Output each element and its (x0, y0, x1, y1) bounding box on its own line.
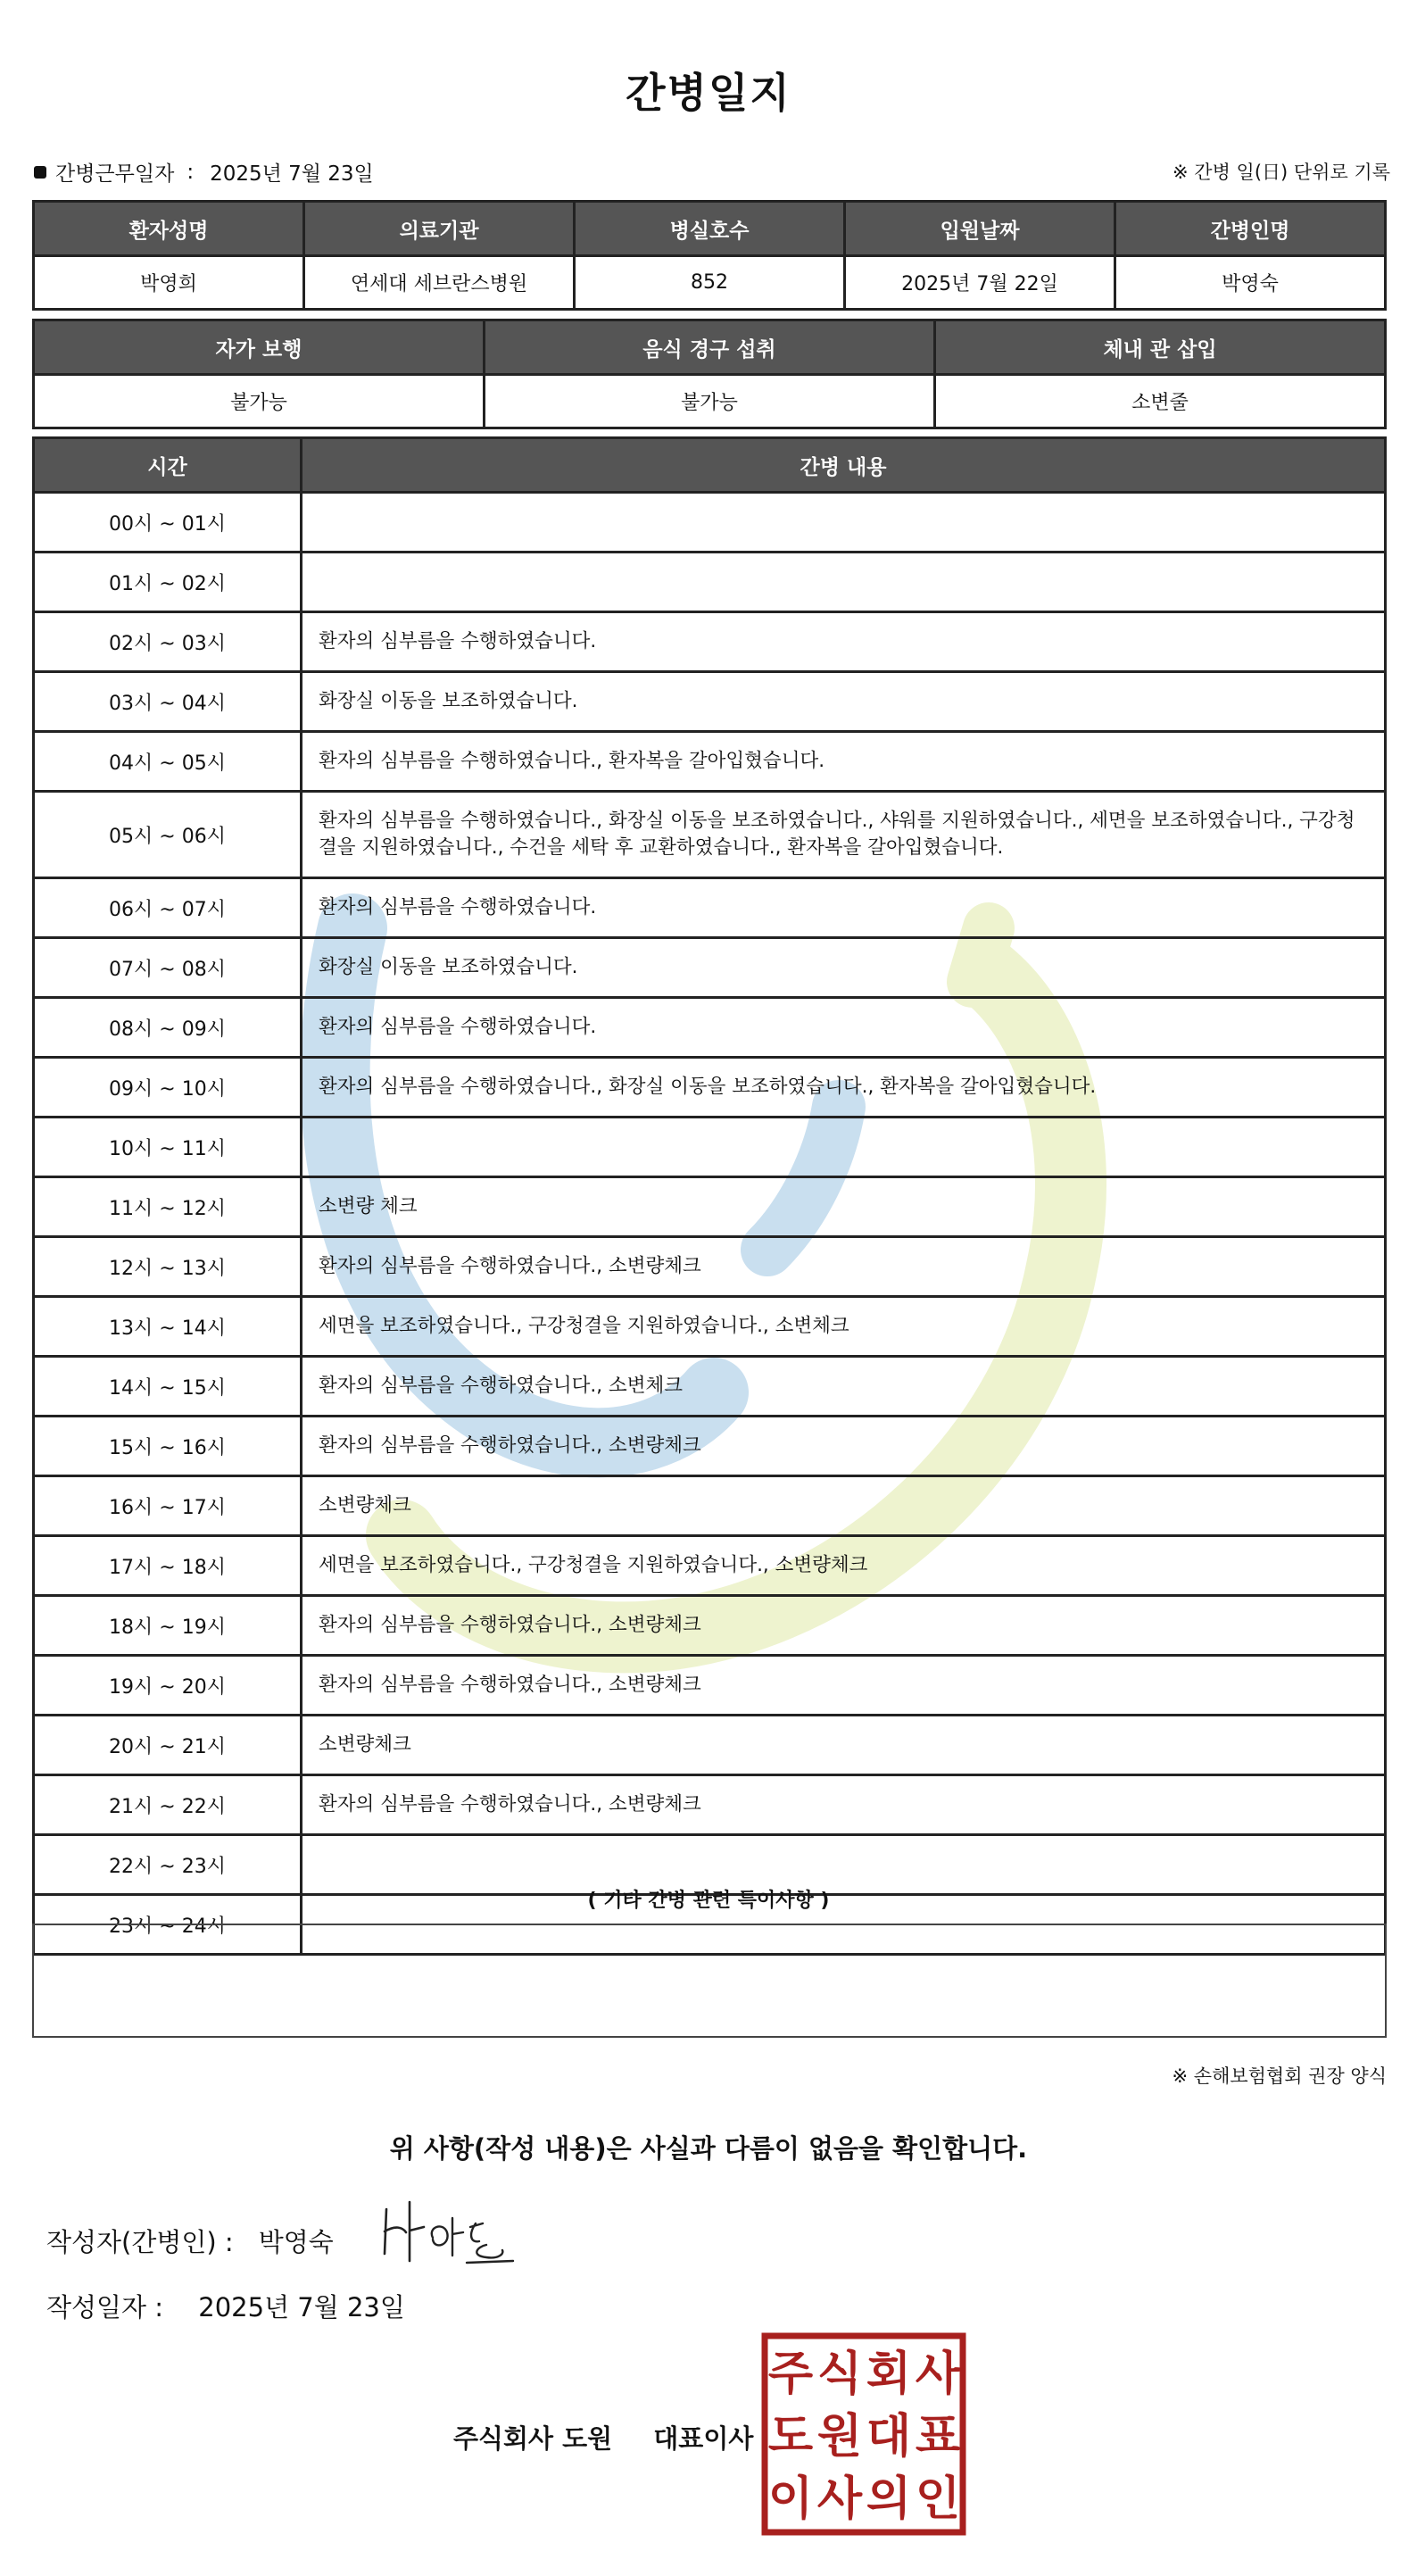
work-date-value: 2025년 7월 23일 (210, 162, 374, 186)
remarks-title: ( 기타 간병 관련 특이사항 ) (587, 1890, 830, 1912)
log-time-cell: 04시 ~ 05시 (34, 732, 302, 792)
log-row (34, 493, 1386, 553)
log-row (34, 938, 1386, 998)
log-time-cell: 09시 ~ 10시 (34, 1058, 302, 1118)
header-tube-insertion: 체내 관 삽입 (935, 320, 1386, 375)
log-row (34, 1177, 1386, 1237)
header-room-number: 병실호수 (575, 202, 845, 256)
log-content-cell: 화장실 이동을 보조하였습니다. (302, 938, 1386, 998)
log-time-cell: 02시 ~ 03시 (34, 612, 302, 672)
log-time-cell: 21시 ~ 22시 (34, 1775, 302, 1835)
log-row (34, 1118, 1386, 1177)
log-time-cell: 19시 ~ 20시 (34, 1656, 302, 1716)
log-content-cell: 환자의 심부름을 수행하였습니다., 소변량체크 (302, 1596, 1386, 1656)
self-walking-value: 불가능 (34, 375, 485, 428)
log-content-cell: 세면을 보조하였습니다., 구강청결을 지원하였습니다., 소변체크 (302, 1297, 1386, 1357)
work-date-colon: : (186, 160, 195, 184)
bullet-square-icon (34, 166, 46, 179)
tube-insertion-value: 소변줄 (935, 375, 1386, 428)
log-row (34, 1357, 1386, 1417)
seal-character: 도 (767, 2410, 814, 2464)
patient-header-row (34, 202, 1386, 256)
hospital-value: 연세대 세브란스병원 (304, 256, 575, 310)
log-time-cell: 05시 ~ 06시 (34, 792, 302, 878)
seal-character: 대 (866, 2410, 912, 2464)
log-content-cell: 환자의 심부름을 수행하였습니다., 소변체크 (302, 1357, 1386, 1417)
room-number-value: 852 (575, 256, 845, 310)
log-row (34, 732, 1386, 792)
log-content-cell: 환자의 심부름을 수행하였습니다., 소변량체크 (302, 1237, 1386, 1297)
work-date-row (34, 157, 374, 187)
oral-intake-value: 불가능 (485, 375, 935, 428)
remarks-box (32, 1924, 1387, 2038)
seal-character: 표 (915, 2410, 961, 2464)
log-content-cell: 소변량체크 (302, 1476, 1386, 1536)
log-content-cell (302, 553, 1386, 612)
header-admission-date: 입원날짜 (845, 202, 1115, 256)
log-time-cell: 22시 ~ 23시 (34, 1835, 302, 1895)
seal-character: 의 (866, 2472, 912, 2526)
log-content-cell: 환자의 심부름을 수행하였습니다. (302, 878, 1386, 938)
written-date-label: 작성일자 : (46, 2292, 164, 2323)
seal-character: 이 (767, 2472, 814, 2526)
log-content-cell: 환자의 심부름을 수행하였습니다. (302, 612, 1386, 672)
record-unit-note: ※ 간병 일(日) 단위로 기록 (1173, 162, 1390, 183)
log-time-cell: 16시 ~ 17시 (34, 1476, 302, 1536)
log-content-cell: 환자의 심부름을 수행하였습니다., 화장실 이동을 보조하였습니다., 샤워를 지원하였습니다., 세면을 보조하였습니다., 구강청결을 지원하였습니다., 수건을 세탁 후 교환하였습니다., 환자복을 갈아입혔습니다. (302, 792, 1386, 878)
log-content-cell (302, 493, 1386, 553)
log-time-cell: 13시 ~ 14시 (34, 1297, 302, 1357)
log-row (34, 1058, 1386, 1118)
log-time-cell: 15시 ~ 16시 (34, 1417, 302, 1476)
log-time-cell: 18시 ~ 19시 (34, 1596, 302, 1656)
seal-character: 인 (915, 2472, 961, 2526)
header-hospital: 의료기관 (304, 202, 575, 256)
log-content-cell: 세면을 보조하였습니다., 구강청결을 지원하였습니다., 소변량체크 (302, 1536, 1386, 1596)
status-value-row (34, 375, 1386, 428)
seal-character: 회 (866, 2347, 912, 2401)
confirmation-statement: 위 사항(작성 내용)은 사실과 다름이 없음을 확인합니다. (389, 2133, 1028, 2164)
company-representative: 대표이사 (653, 2423, 754, 2454)
log-content-cell: 환자의 심부름을 수행하였습니다. (302, 998, 1386, 1058)
log-row (34, 1656, 1386, 1716)
log-row (34, 878, 1386, 938)
log-time-cell: 11시 ~ 12시 (34, 1177, 302, 1237)
log-row (34, 1716, 1386, 1775)
written-date-row (46, 2288, 405, 2324)
author-name: 박영숙 (258, 2227, 334, 2257)
log-row (34, 1297, 1386, 1357)
seal-character: 식 (816, 2347, 863, 2401)
header-caregiver-name: 간병인명 (1115, 202, 1386, 256)
patient-info-table (32, 200, 1387, 311)
log-body (34, 493, 1386, 1955)
patient-value-row (34, 256, 1386, 310)
log-content-cell: 환자의 심부름을 수행하였습니다., 소변량체크 (302, 1775, 1386, 1835)
log-row (34, 998, 1386, 1058)
log-time-cell: 03시 ~ 04시 (34, 672, 302, 732)
log-row (34, 553, 1386, 612)
log-time-cell: 23시 ~ 24시 (34, 1895, 302, 1955)
patient-status-table (32, 319, 1387, 429)
log-content-cell: 환자의 심부름을 수행하였습니다., 소변량체크 (302, 1417, 1386, 1476)
author-row (46, 2223, 334, 2259)
company-seal (761, 2332, 966, 2536)
seal-character: 원 (816, 2410, 863, 2464)
log-row (34, 1775, 1386, 1835)
log-content-cell: 소변량 체크 (302, 1177, 1386, 1237)
handwritten-signature (370, 2191, 531, 2272)
caregiver-name-value: 박영숙 (1115, 256, 1386, 310)
log-row (34, 1536, 1386, 1596)
log-row (34, 1237, 1386, 1297)
log-time-cell: 14시 ~ 15시 (34, 1357, 302, 1417)
log-time-cell: 00시 ~ 01시 (34, 493, 302, 553)
admission-date-value: 2025년 7월 22일 (845, 256, 1115, 310)
log-time-cell: 20시 ~ 21시 (34, 1716, 302, 1775)
footnote: ※ 손해보험협회 권장 양식 (1172, 2065, 1387, 2087)
header-oral-intake: 음식 경구 섭취 (485, 320, 935, 375)
log-row (34, 1476, 1386, 1536)
log-content-cell: 환자의 심부름을 수행하였습니다., 소변량체크 (302, 1656, 1386, 1716)
log-content-cell: 환자의 심부름을 수행하였습니다., 환자복을 갈아입혔습니다. (302, 732, 1386, 792)
log-content-cell: 환자의 심부름을 수행하였습니다., 화장실 이동을 보조하였습니다., 환자복을 갈아입혔습니다. (302, 1058, 1386, 1118)
log-content-cell: 화장실 이동을 보조하였습니다. (302, 672, 1386, 732)
seal-character: 사 (816, 2472, 863, 2526)
care-log-table (32, 436, 1387, 1956)
log-row (34, 672, 1386, 732)
patient-name-value: 박영희 (34, 256, 304, 310)
author-label: 작성자(간병인) : (46, 2227, 234, 2257)
log-row (34, 612, 1386, 672)
header-patient-name: 환자성명 (34, 202, 304, 256)
log-content-cell (302, 1118, 1386, 1177)
page-title: 간병일지 (626, 69, 791, 117)
log-row (34, 1596, 1386, 1656)
log-time-cell: 06시 ~ 07시 (34, 878, 302, 938)
log-row (34, 792, 1386, 878)
log-row (34, 1417, 1386, 1476)
company-row (453, 2419, 753, 2456)
header-care-content: 간병 내용 (302, 438, 1386, 493)
company-name: 주식회사 도원 (453, 2423, 613, 2454)
work-date-label: 간병근무일자 (55, 162, 175, 186)
header-self-walking: 자가 보행 (34, 320, 485, 375)
log-time-cell: 17시 ~ 18시 (34, 1536, 302, 1596)
log-header-row (34, 438, 1386, 493)
log-time-cell: 08시 ~ 09시 (34, 998, 302, 1058)
log-time-cell: 01시 ~ 02시 (34, 553, 302, 612)
written-date-value: 2025년 7월 23일 (198, 2292, 405, 2323)
header-time: 시간 (34, 438, 302, 493)
log-time-cell: 12시 ~ 13시 (34, 1237, 302, 1297)
status-header-row (34, 320, 1386, 375)
seal-character: 사 (915, 2347, 961, 2401)
seal-character: 주 (767, 2347, 814, 2401)
log-content-cell: 소변량체크 (302, 1716, 1386, 1775)
log-time-cell: 10시 ~ 11시 (34, 1118, 302, 1177)
log-time-cell: 07시 ~ 08시 (34, 938, 302, 998)
